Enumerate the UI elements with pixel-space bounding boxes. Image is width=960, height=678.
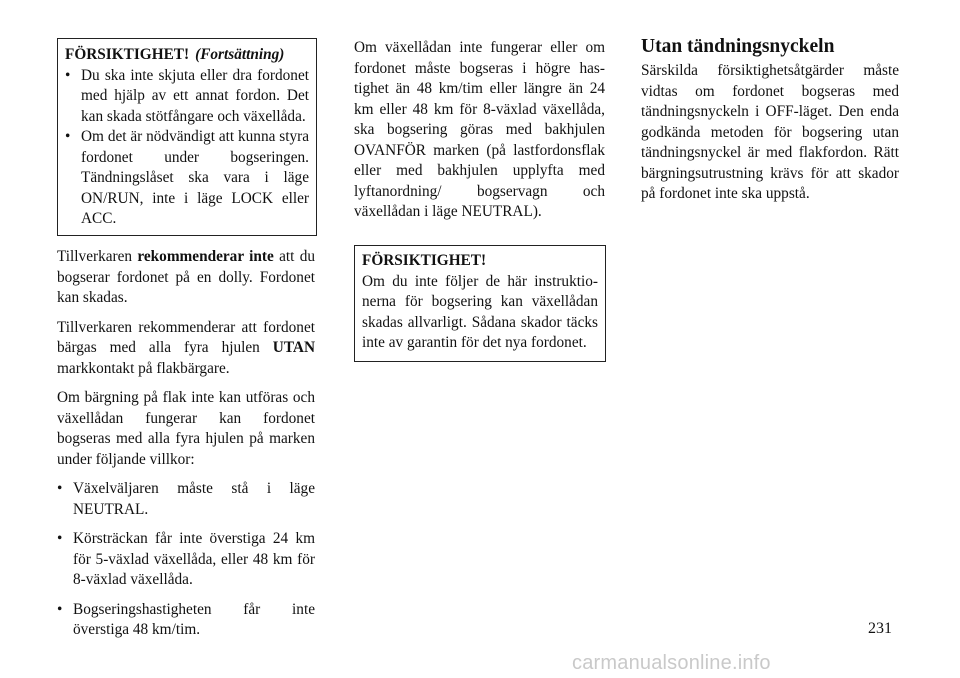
rear-wheels-paragraph: Om växellådan inte fungerar eller om fordonet måste bogseras i högre hastighet än 48 km/tim eller längre än 24 km eller 48 km för 8-växlad växellåda, ska bogsering göras med bakhjulen OVANFÖR marken (på lastfordonsflak eller med bakhjulen upplyfta med lyftanordning/ bogservagn och växellådan i läge NEUTRAL). [354, 39, 605, 220]
text-run: att du bogserar fordonet på en dolly. Fordonet kan skadas. [57, 248, 315, 306]
towing-recommendations [57, 247, 315, 650]
section-heading: Utan tändningsnyckeln [641, 36, 835, 57]
condition-item: • Växelväljaren måste stå i läge NEUTRAL. [57, 479, 315, 520]
caution-item: • Om det är nödvändigt att kunna styra fordonet under bogseringen. Tändningslåset ska vara i läge ON/RUN, inte i läge LOCK eller ACC. [65, 127, 309, 230]
text-run: Tillverkaren [57, 248, 138, 265]
caution-box-warranty [354, 245, 606, 362]
condition-item: • Körsträckan får inte överstiga 24 km för 5-växlad växellåda, eller 48 km för 8-växlad växellåda. [57, 529, 315, 591]
watermark: carmanualsonline.info [572, 652, 771, 674]
conditions-intro: Om bärgning på flak inte kan utföras och växellådan fungerar kan fordonet bogseras med alla fyra hjulen på marken under följande villkor: [57, 389, 315, 468]
conditions-list [57, 479, 315, 641]
caution-item: • Du ska inte skjuta eller dra fordonet med hjälp av ett annat fordon. Det kan skada stötfångare och växellåda. [65, 66, 309, 128]
caution-box-continued [57, 38, 317, 236]
bold-text: UTAN [272, 339, 315, 356]
caution-title: FÖRSIKTIGHET! [362, 252, 487, 269]
condition-item: • Bogseringshastigheten får inte överstiga 48 km/tim. [57, 600, 315, 641]
caution-heading [65, 45, 309, 66]
caution-title: FÖRSIKTIGHET! [65, 46, 190, 63]
caution-list [65, 66, 309, 230]
page-number: 231 [868, 620, 892, 637]
text-run: markkontakt på flakbärgare. [57, 359, 230, 377]
text-run: Tillverkaren rekommenderar att fordonet bärgas med alla fyra hjulen [57, 318, 315, 356]
dolly-paragraph [57, 247, 315, 309]
caution-text: Om du inte följer de här instruktionerna för bogsering kan växellådan skadas allvarligt. Sådana skador täcks inte av garantin för det nya fordonet. [362, 272, 598, 351]
bold-text: rekommenderar inte [137, 248, 274, 265]
continued-label: (Fortsättning) [195, 46, 285, 63]
section-paragraph: Särskilda försiktighetsåtgärder måste vidtas om fordonet bogseras med tändningsnyckeln i OFF-läget. Den enda godkända metoden för bogsering utan tändningsnyckel är med flakfordon. Rätt bärgningsutrustning krävs för att skador på fordonet inte ska uppstå. [641, 62, 899, 202]
flatbed-paragraph [57, 318, 315, 380]
